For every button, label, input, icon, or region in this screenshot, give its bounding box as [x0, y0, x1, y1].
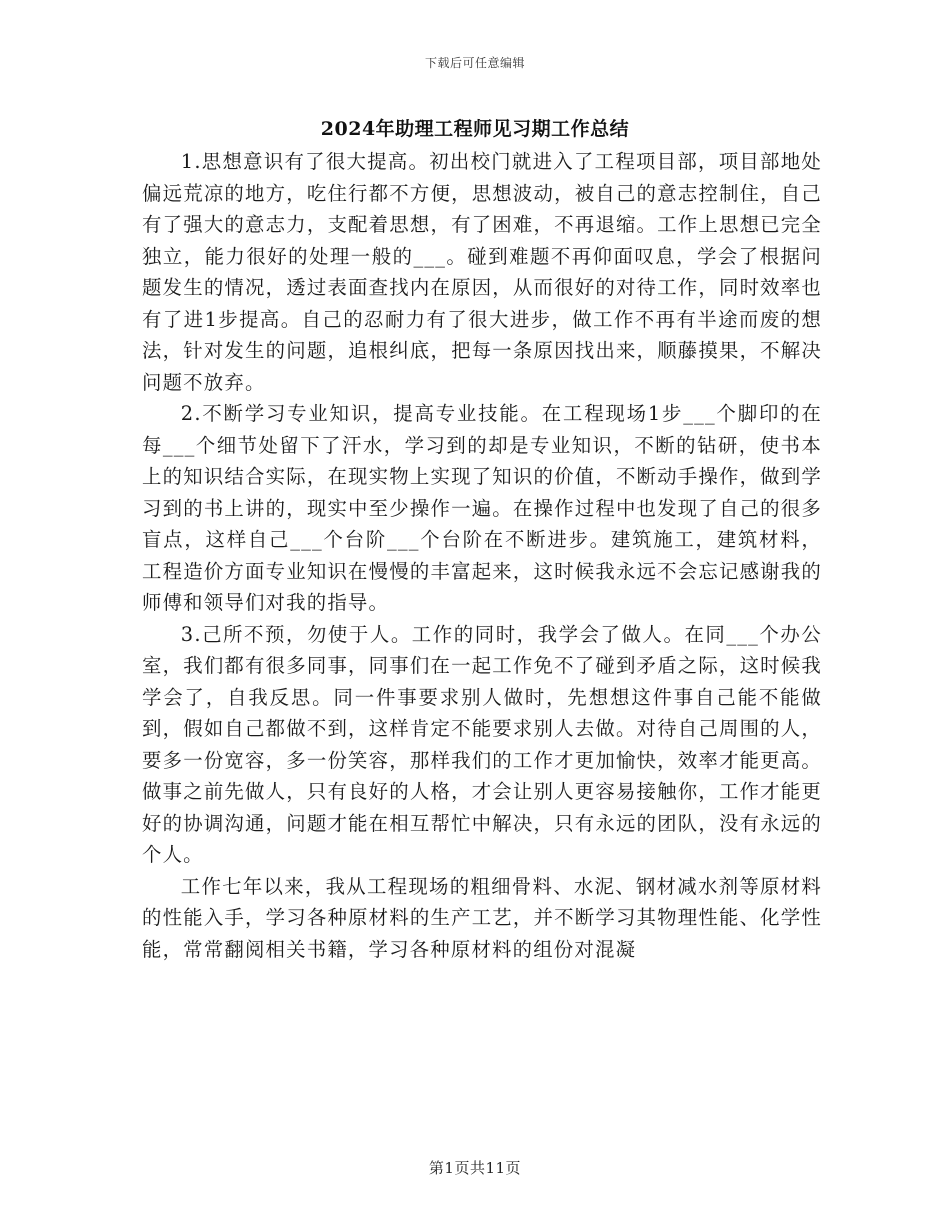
page-number-footer: 第1页共11页 [428, 1159, 522, 1177]
header-note: 下载后可任意编辑 [424, 56, 525, 70]
paragraph-3: 3.己所不预，勿使于人。工作的同时，我学会了做人。在同___个办公室，我们都有很多同事，同事们在一起工作免不了碰到矛盾之际，这时候我学会了，自我反思。同一件事要求别人做时，先想想这件事自己能不能做到，假如自己都做不到，这样肯定不能要求别人去做。对待自己周围的人，要多一份宽容，多一份笑容，那样我们的工作才更加愉快，效率才能更高。做事之前先做人，只有良好的人格，才会让别人更容易接触你，工作才能更好的协调沟通，问题才能在相互帮忙中解决，只有永远的团队，没有永远的个人。 [142, 622, 822, 866]
paragraph-2: 2.不断学习专业知识，提高专业技能。在工程现场1步___个脚印的在每___个细节处留下了汗水，学习到的却是专业知识，不断的钻研，使书本上的知识结合实际，在现实物上实现了知识的价值，不断动手操作，做到学习到的书上讲的，现实中至少操作一遍。在操作过程中也发现了自己的很多盲点，这样自己___个台阶___个台阶在不断进步。建筑施工，建筑材料，工程造价方面专业知识在慢慢的丰富起来，这时候我永远不会忘记感谢我的师傅和领导们对我的指导。 [142, 402, 822, 614]
document-title: 2024年助理工程师见习期工作总结 [320, 118, 630, 140]
document-body [142, 146, 822, 965]
paragraph-4: 工作七年以来，我从工程现场的粗细骨料、水泥、钢材减水剂等原材料的性能入手，学习各种原材料的生产工艺，并不断学习其物理性能、化学性能，常常翻阅相关书籍，学习各种原材料的组份对混凝 [142, 874, 822, 961]
paragraph-1: 1.思想意识有了很大提高。初出校门就进入了工程项目部，项目部地处偏远荒凉的地方，吃住行都不方便，思想波动，被自己的意志控制住，自己有了强大的意志力，支配着思想，有了困难，不再退缩。工作上思想已完全独立，能力很好的处理一般的___。碰到难题不再仰面叹息，学会了根据问题发生的情况，透过表面查找内在原因，从而很好的对待工作，同时效率也有了进1步提高。自己的忍耐力有了很大进步，做工作不再有半途而废的想法，针对发生的问题，追根纠底，把每一条原因找出来，顺藤摸果，不解决问题不放弃。 [142, 150, 822, 394]
